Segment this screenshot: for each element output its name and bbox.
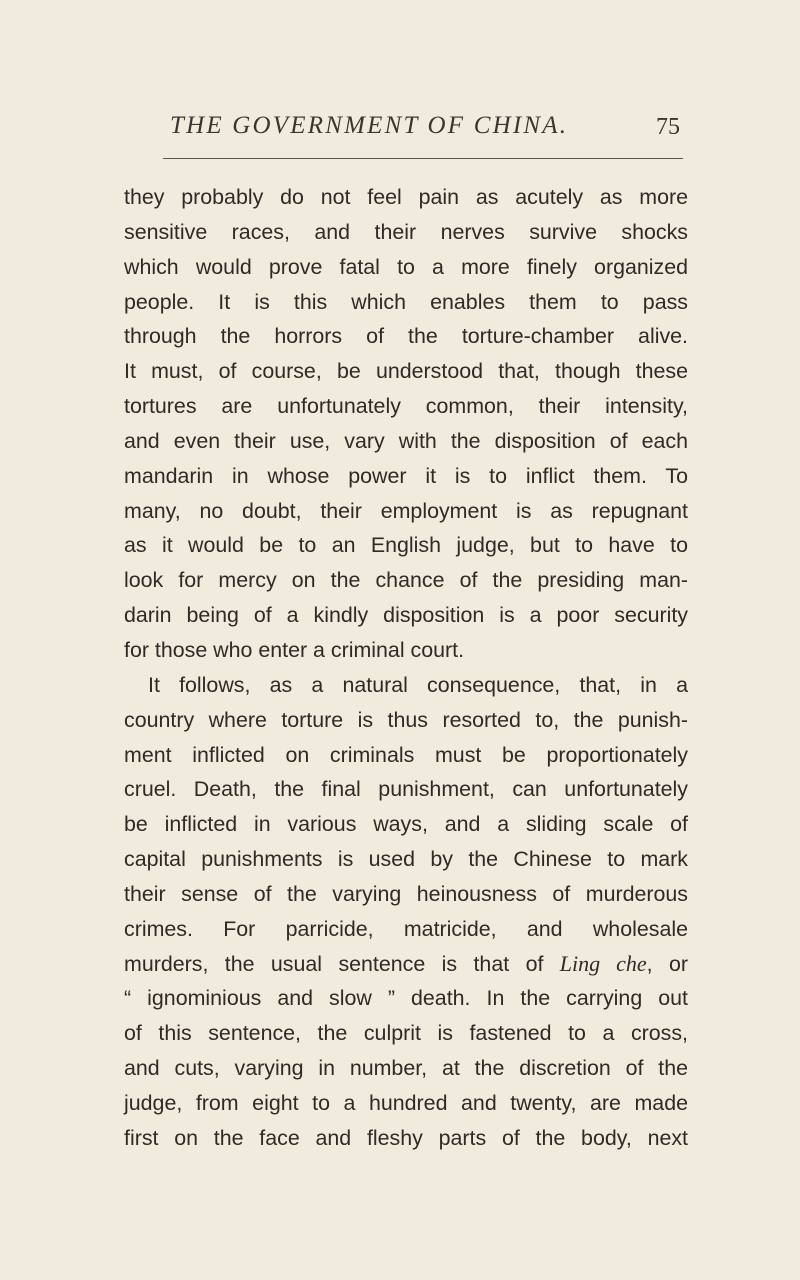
text-line: through the horrors of the torture-chamber alive. <box>124 324 688 349</box>
text-line: many, no doubt, their employment is as repugnant <box>124 498 688 523</box>
text-line: for those who enter a criminal court. <box>124 637 465 662</box>
header-rule <box>163 158 683 159</box>
text-line: be inflicted in various ways, and a sliding scale of <box>124 812 688 837</box>
text-line: country where torture is thus resorted to, the punish- <box>124 707 688 732</box>
text-line: which would prove fatal to a more finely organized <box>124 254 688 279</box>
running-head <box>150 112 690 148</box>
text-line: their sense of the varying heinousness of murderous <box>124 881 688 906</box>
text-line: they probably do not feel pain as acutely as more <box>124 185 688 209</box>
text-line: darin being of a kindly disposition is a poor security <box>124 603 688 628</box>
text-line: ment inflicted on criminals must be proportionately <box>124 742 688 767</box>
text-run: , or <box>646 951 688 976</box>
italic-term: Ling che <box>559 950 647 976</box>
text-line: mandarin in whose power it is to inflict them. To <box>124 463 688 488</box>
text-line: look for mercy on the chance of the presiding man- <box>124 568 688 593</box>
text-line: first on the face and fleshy parts of the body, next <box>124 1125 688 1150</box>
text-line: and cuts, varying in number, at the discretion of the <box>124 1056 688 1081</box>
text-line-ling-che <box>124 947 688 982</box>
text-line: crimes. For parricide, matricide, and wholesale <box>124 916 688 941</box>
text-line: cruel. Death, the final punishment, can unfortunately <box>124 777 688 802</box>
text-line: as it would be to an English judge, but to have to <box>124 533 688 558</box>
text-line: judge, from eight to a hundred and twenty, are made <box>124 1090 688 1115</box>
text-line: of this sentence, the culprit is fastened to a cross, <box>124 1021 688 1046</box>
text-line: and even their use, vary with the disposition of each <box>124 428 688 453</box>
body-text <box>124 180 688 1156</box>
text-line: It must, of course, be understood that, though these <box>124 359 688 384</box>
text-line: people. It is this which enables them to pass <box>124 289 688 314</box>
text-line: “ ignominious and slow ” death. In the carrying out <box>124 986 688 1011</box>
text-run: murders, the usual sentence is that of <box>124 951 560 976</box>
text-line: capital punishments is used by the Chinese to mark <box>124 847 688 872</box>
text-line: sensitive races, and their nerves survive shocks <box>124 219 688 244</box>
text-line: tortures are unfortunately common, their intensity, <box>124 394 688 419</box>
text-line: It follows, as a natural consequence, that, in a <box>148 672 688 697</box>
page-number: 75 <box>656 114 680 140</box>
running-title: THE GOVERNMENT OF CHINA. <box>170 112 569 139</box>
